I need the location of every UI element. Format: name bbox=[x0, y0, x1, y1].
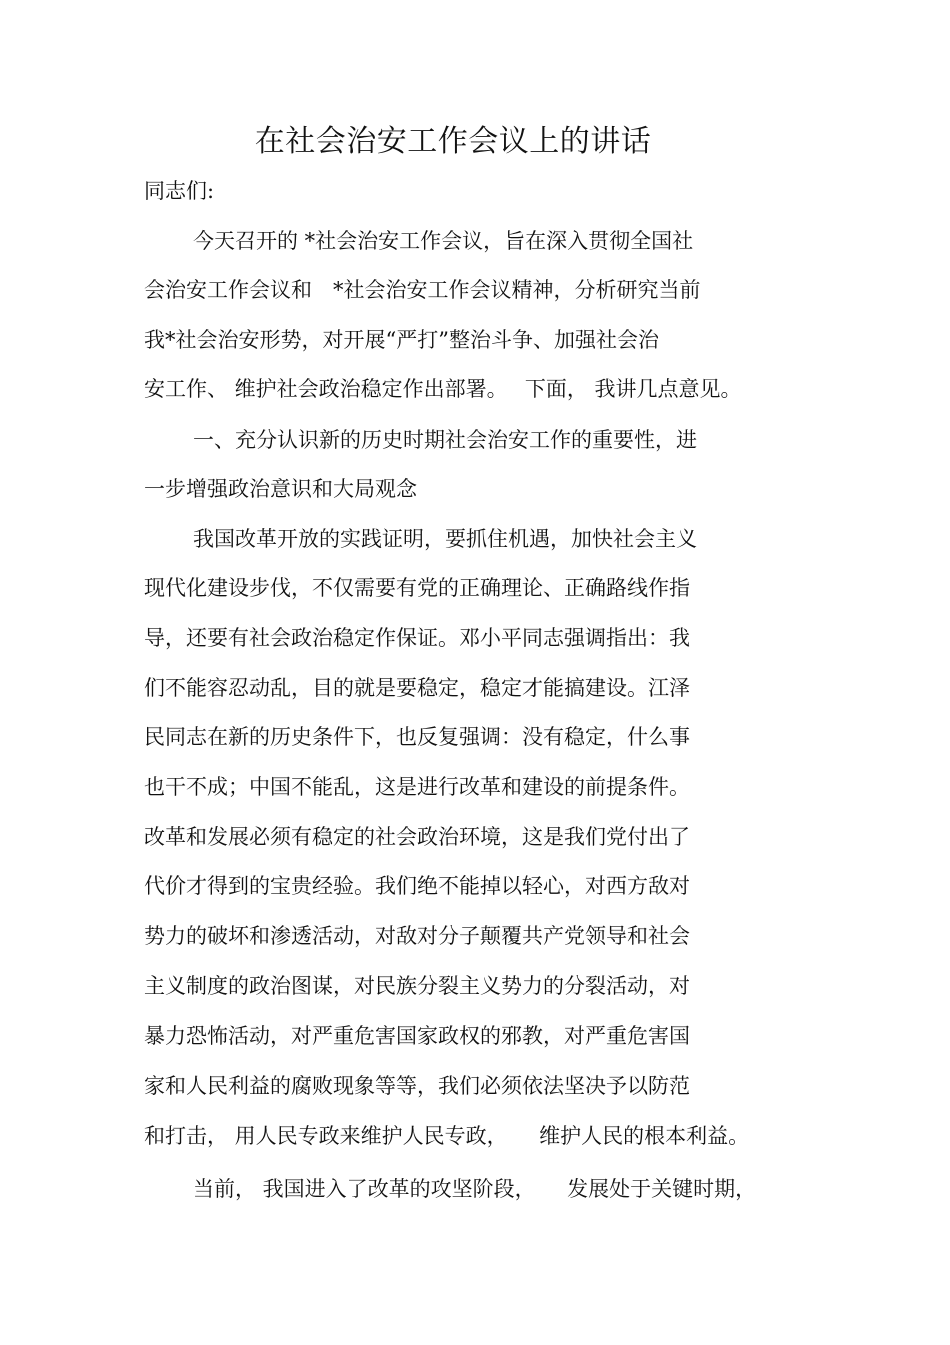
paragraph-line: 也干不成；中国不能乱，这是进行改革和建设的前提条件。 bbox=[144, 775, 690, 799]
section-heading-line: 一、充分认识新的历史时期社会治安工作的重要性，进 bbox=[193, 428, 697, 452]
paragraph-line: 暴力恐怖活动，对严重危害国家政权的邪教，对严重危害国 bbox=[144, 1024, 690, 1048]
paragraph-line: 和打击， 用人民专政来维护人民专政， 维护人民的根本利益。 bbox=[144, 1124, 750, 1148]
section-heading-line: 一步增强政治意识和大局观念 bbox=[144, 477, 417, 501]
paragraph-line: 今天召开的 *社会治安工作会议，旨在深入贯彻全国社 bbox=[193, 229, 694, 253]
paragraph-line: 当前， 我国进入了改革的攻坚阶段， 发展处于关键时期， bbox=[193, 1177, 757, 1201]
paragraph-line: 势力的破坏和渗透活动，对敌对分子颠覆共产党领导和社会 bbox=[144, 924, 690, 948]
paragraph-line: 我国改革开放的实践证明，要抓住机遇，加快社会主义 bbox=[193, 527, 697, 551]
paragraph-line: 主义制度的政治图谋，对民族分裂主义势力的分裂活动，对 bbox=[144, 974, 690, 998]
paragraph-line: 家和人民利益的腐败现象等等，我们必须依法坚决予以防范 bbox=[144, 1074, 690, 1098]
paragraph-line: 我*社会治安形势，对开展“严打”整治斗争、加强社会治 bbox=[144, 328, 659, 352]
paragraph-line: 安工作、 维护社会政治稳定作出部署。 下面， 我讲几点意见。 bbox=[144, 377, 742, 401]
paragraph-line: 导，还要有社会政治稳定作保证。邓小平同志强调指出：我 bbox=[144, 626, 690, 650]
paragraph-line: 改革和发展必须有稳定的社会政治环境，这是我们党付出了 bbox=[144, 825, 690, 849]
salutation: 同志们: bbox=[144, 179, 215, 203]
paragraph-line: 民同志在新的历史条件下，也反复强调：没有稳定，什么事 bbox=[144, 725, 690, 749]
paragraph-line: 现代化建设步伐，不仅需要有党的正确理论、正确路线作指 bbox=[144, 576, 690, 600]
paragraph-line: 会治安工作会议和 *社会治安工作会议精神，分析研究当前 bbox=[144, 278, 701, 302]
page-title: 在社会治安工作会议上的讲话 bbox=[254, 124, 652, 159]
paragraph-line: 们不能容忍动乱，目的就是要稳定，稳定才能搞建设。江泽 bbox=[144, 676, 690, 700]
paragraph-line: 代价才得到的宝贵经验。我们绝不能掉以轻心，对西方敌对 bbox=[144, 874, 690, 898]
